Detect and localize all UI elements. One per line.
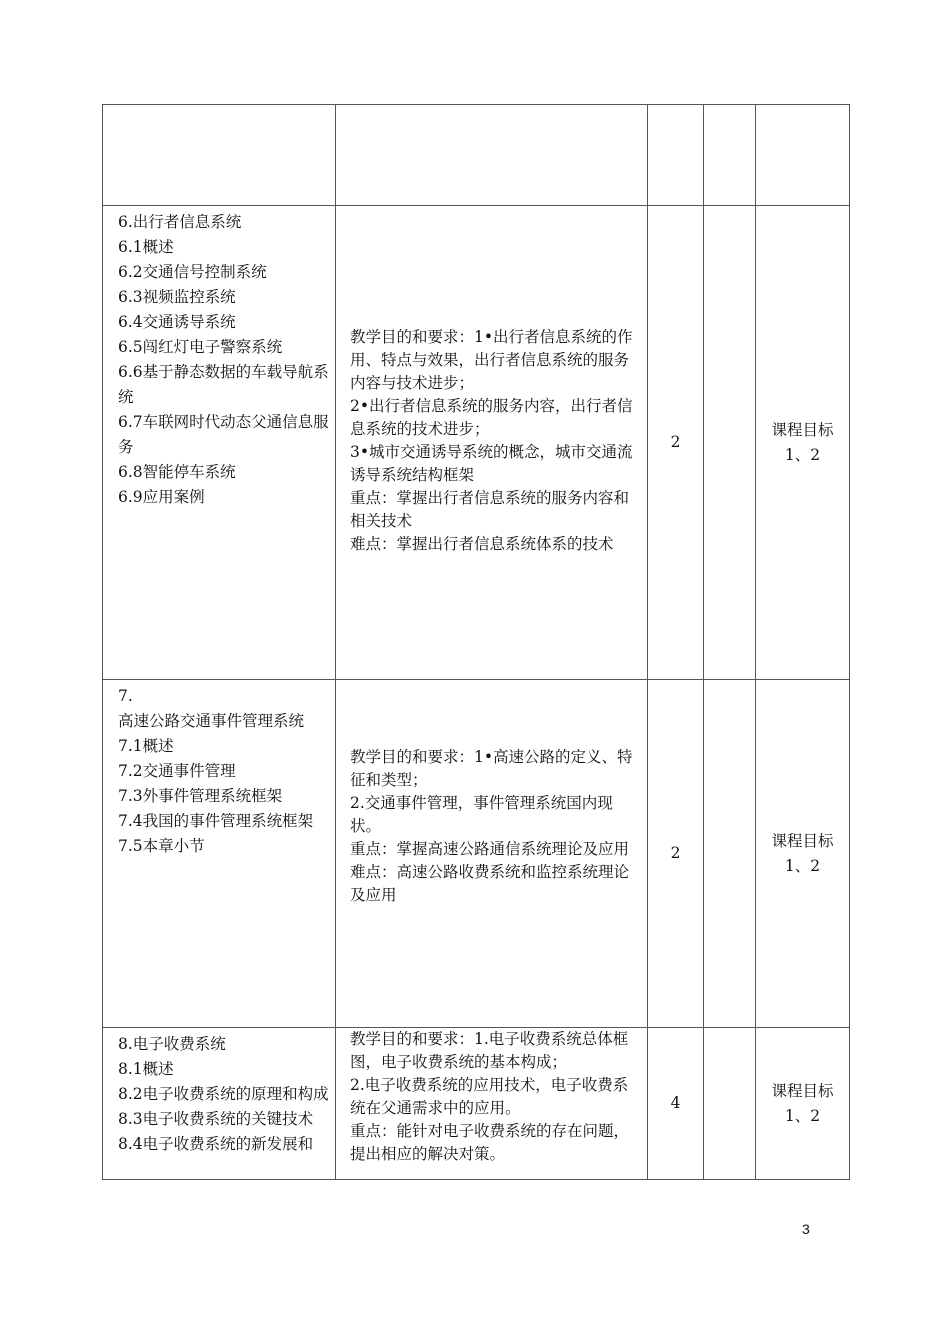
topic-item: 8.2电子收费系统的原理和构成: [118, 1085, 329, 1103]
topic-item: 6.7车联网时代动态父通信息服务: [118, 413, 329, 456]
table-row: [103, 1028, 850, 1180]
hours-cell: [648, 105, 704, 206]
hours-cell: 4: [648, 1028, 704, 1180]
requirement-text: 教学目的和要求：1•出行者信息系统的作用、特点与效果，出行者信息系统的服务内容与技术进步；: [350, 328, 633, 392]
course-goal-numbers: 1、2: [784, 856, 821, 875]
topics-cell: [103, 1028, 336, 1180]
course-goal-numbers: 1、2: [784, 445, 821, 464]
requirements-cell: [336, 1028, 648, 1180]
requirement-text: 教学目的和要求：1•高速公路的定义、特征和类型；: [350, 748, 633, 789]
topic-item: 7.3外事件管理系统框架: [118, 787, 283, 805]
topic-item: 6.6基于静态数据的车载导航系统: [118, 363, 329, 406]
topics-cell: [103, 206, 336, 680]
topic-item: 6.3视频监控系统: [118, 288, 236, 306]
topic-item: 7.2交通事件管理: [118, 762, 236, 780]
course-goal-label: 课程目标: [771, 831, 834, 850]
hours-cell: 2: [648, 680, 704, 1028]
topic-item: 6.5闯红灯电子警察系统: [118, 338, 283, 356]
topic-item: 7.5本章小节: [118, 837, 205, 855]
requirements-cell: [336, 680, 648, 1028]
topic-item: 8.4电子收费系统的新发展和: [118, 1135, 314, 1153]
blank-cell: [704, 680, 756, 1028]
blank-cell: [704, 105, 756, 206]
course-goal-cell: [756, 1028, 850, 1180]
requirement-text: 重点：能针对电子收费系统的存在问题，提出相应的解决对策。: [350, 1122, 630, 1163]
topic-item: 6.9应用案例: [118, 488, 205, 506]
topic-item: 7.1概述: [118, 737, 174, 755]
page-number: 3: [802, 1221, 810, 1237]
topic-item: 6.4交通诱导系统: [118, 313, 236, 331]
topic-item: 7.: [118, 687, 133, 705]
topic-item: 6.出行者信息系统: [118, 213, 242, 231]
requirement-text: 2.电子收费系统的应用技术，电子收费系统在父通需求中的应用。: [350, 1076, 629, 1117]
requirements-cell: [336, 105, 648, 206]
course-goal-cell: [756, 105, 850, 206]
requirement-text: 重点：掌握出行者信息系统的服务内容和相关技术: [350, 489, 630, 530]
blank-cell: [704, 206, 756, 680]
blank-cell: [704, 1028, 756, 1180]
table-row: [103, 680, 850, 1028]
topic-item: 6.2交通信号控制系统: [118, 263, 267, 281]
topic-item: 6.8智能停车系统: [118, 463, 236, 481]
table-row: [103, 105, 850, 206]
topics-cell: [103, 105, 336, 206]
topics-cell: [103, 680, 336, 1028]
requirement-text: 2.交通事件管理，事件管理系统国内现状。: [350, 794, 613, 835]
requirement-text: 重点：掌握高速公路通信系统理论及应用: [350, 840, 630, 858]
hours-cell: 2: [648, 206, 704, 680]
topic-item: 8.电子收费系统: [118, 1035, 226, 1053]
requirements-cell: [336, 206, 648, 680]
course-goal-cell: [756, 680, 850, 1028]
requirement-text: 难点：高速公路收费系统和监控系统理论及应用: [350, 863, 630, 904]
course-goal-label: 课程目标: [771, 420, 834, 439]
topic-item: 6.1概述: [118, 238, 174, 256]
requirement-text: 难点：掌握出行者信息系统体系的技术: [350, 535, 614, 553]
course-goal-cell: [756, 206, 850, 680]
course-goal-numbers: 1、2: [784, 1106, 821, 1125]
topic-item: 8.3电子收费系统的关键技术: [118, 1110, 314, 1128]
topic-item: 7.4我国的事件管理系统框架: [118, 812, 314, 830]
requirement-text: 3•城市交通诱导系统的概念，城市交通流诱导系统结构框架: [350, 443, 633, 484]
course-goal-label: 课程目标: [771, 1081, 834, 1100]
syllabus-table: [102, 104, 850, 1180]
topic-item: 8.1概述: [118, 1060, 174, 1078]
topic-item: 高速公路交通事件管理系统: [118, 712, 305, 730]
table-row: [103, 206, 850, 680]
requirement-text: 教学目的和要求：1.电子收费系统总体框图，电子收费系统的基本构成；: [350, 1030, 629, 1071]
requirement-text: 2•出行者信息系统的服务内容，出行者信息系统的技术进步；: [350, 397, 633, 438]
